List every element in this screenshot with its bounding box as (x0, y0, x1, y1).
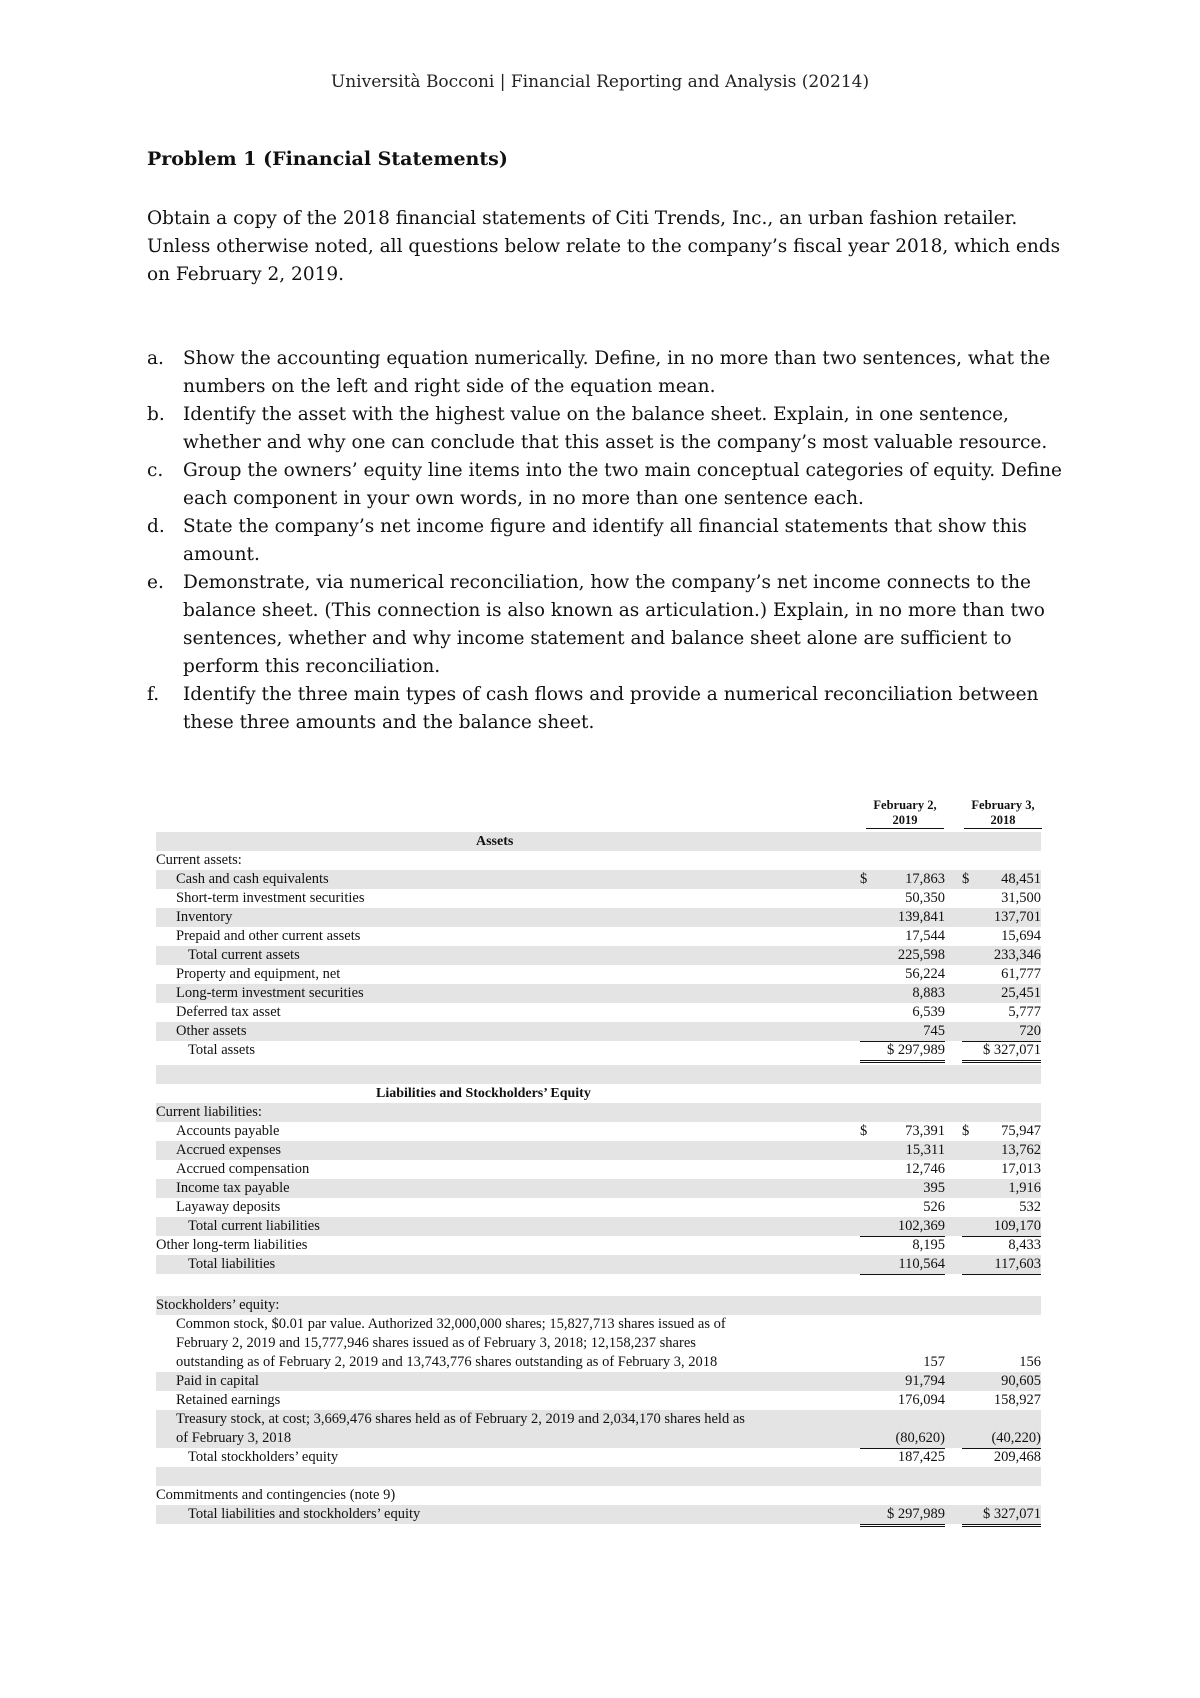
question-letter: c. (147, 460, 164, 481)
bs-label: Property and equipment, net (176, 966, 341, 982)
bs-column-header-row (156, 798, 1041, 832)
bs-row (156, 965, 1041, 984)
bs-value-2019: 139,841 (897, 909, 945, 925)
bs-value-2018 (962, 1122, 1041, 1141)
bs-spacer (156, 1065, 1041, 1084)
bs-row (156, 1160, 1041, 1179)
bs-value-2018: 15,694 (962, 927, 1041, 947)
bs-row (156, 1296, 1041, 1315)
bs-liab-heading-row (156, 1084, 1041, 1103)
bs-label: Other assets (176, 1023, 247, 1039)
bs-assets-heading: Assets (476, 834, 514, 849)
bs-value-2018: (40,220) (962, 1429, 1041, 1449)
bs-value-2019: 395 (923, 1180, 945, 1196)
bs-label: Accounts payable (176, 1123, 280, 1139)
bs-value-2019 (860, 870, 945, 889)
bs-col-header-2019 (860, 798, 950, 829)
bs-row (156, 870, 1041, 889)
bs-value-2019: 91,794 (905, 1373, 945, 1389)
question-item (147, 569, 1067, 681)
bs-value-2018: 209,468 (993, 1449, 1041, 1465)
bs-value-2018: $ 327,071 (962, 1041, 1041, 1063)
bs-row (156, 1041, 1041, 1060)
bs-row (156, 1141, 1041, 1160)
bs-value-2018: 90,605 (1001, 1373, 1041, 1389)
bs-label: Total current assets (188, 947, 300, 963)
bs-row (156, 1391, 1041, 1410)
bs-value-2018: 1,916 (1008, 1180, 1041, 1196)
bs-value-2018: 13,762 (1001, 1142, 1041, 1158)
bs-row (156, 1198, 1041, 1217)
bs-treasury-label (176, 1410, 836, 1448)
bs-row (156, 1255, 1041, 1274)
bs-row (156, 1103, 1041, 1122)
bs-value-2019 (860, 1122, 945, 1141)
intro-paragraph: Obtain a copy of the 2018 financial statements of Citi Trends, Inc., an urban fashion retailer. Unless otherwise noted, all questions below relate to the company’s fiscal year 2018, which ends on February 2, 2019. (147, 208, 1061, 285)
bs-value-2019: 110,564 (860, 1255, 945, 1275)
bs-spacer (156, 1274, 1041, 1296)
question-letter: b. (147, 404, 165, 425)
bs-value-2019: $ 297,989 (860, 1041, 945, 1063)
question-item (147, 681, 1067, 737)
bs-col2-text: February 3, 2018 (964, 798, 1042, 829)
question-text: Group the owners’ equity line items into the two main conceptual categories of equity. Define each component in your own words, in no more than one sentence each. (183, 460, 1062, 509)
bs-commitments-label: Commitments and contingencies (note 9) (156, 1487, 396, 1503)
bs-label-line: February 2, 2019 and 15,777,946 shares issued as of February 3, 2018; 12,158,237 shares (176, 1335, 696, 1351)
bs-row (156, 1003, 1041, 1022)
bs-label: Other long-term liabilities (156, 1237, 308, 1253)
question-letter: a. (147, 348, 164, 369)
bs-value-2019: 745 (860, 1022, 945, 1042)
question-item (147, 513, 1067, 569)
question-letter: e. (147, 572, 164, 593)
bs-value-2019: 56,224 (905, 966, 945, 982)
bs-row (156, 889, 1041, 908)
bs-equity-label: Stockholders’ equity: (156, 1297, 280, 1313)
page-header: Università Bocconi | Financial Reporting and Analysis (20214) (330, 72, 870, 92)
bs-amount: 48,451 (1001, 871, 1041, 887)
bs-label: Total current liabilities (188, 1218, 320, 1234)
bs-value-2018: 720 (962, 1022, 1041, 1042)
bs-common-stock-label (176, 1315, 836, 1372)
question-text: Show the accounting equation numerically. Define, in no more than two sentences, what the numbers on the left and right side of the equation mean. (183, 348, 1051, 397)
bs-row (156, 1122, 1041, 1141)
bs-value-2018: 532 (962, 1198, 1041, 1218)
bs-row (156, 908, 1041, 927)
bs-row (156, 984, 1041, 1003)
bs-value-2019: 15,311 (905, 1142, 945, 1158)
bs-value-2018: 17,013 (1001, 1161, 1041, 1177)
bs-spacer (156, 1467, 1041, 1486)
bs-col1-text: February 2, 2019 (866, 798, 944, 829)
bs-value-2018: 109,170 (962, 1217, 1041, 1237)
bs-label: Total stockholders’ equity (188, 1449, 339, 1465)
bs-value-2019: 50,350 (905, 890, 945, 906)
bs-value-2019: 12,746 (905, 1161, 945, 1177)
bs-value-2018: $ 327,071 (962, 1505, 1041, 1527)
bs-amount: 75,947 (1001, 1123, 1041, 1139)
bs-value-2018: 61,777 (1001, 966, 1041, 982)
bs-value-2018 (962, 870, 1041, 889)
bs-value-2018: 8,433 (962, 1236, 1041, 1256)
bs-label: Short-term investment securities (176, 890, 365, 906)
currency-sign: $ (962, 1123, 970, 1139)
bs-label-line: of February 3, 2018 (176, 1430, 292, 1446)
bs-value-2019: $ 297,989 (860, 1505, 945, 1527)
bs-label: Long-term investment securities (176, 985, 364, 1001)
bs-label: Retained earnings (176, 1392, 281, 1408)
bs-value-2018: 233,346 (993, 947, 1041, 963)
bs-row (156, 1448, 1041, 1467)
question-text: State the company’s net income figure and identify all financial statements that show this amount. (183, 516, 1027, 565)
bs-label-line: Treasury stock, at cost; 3,669,476 shares held as of February 2, 2019 and 2,034,170 shares held as (176, 1411, 745, 1427)
bs-row (156, 1372, 1041, 1391)
question-letter: d. (147, 516, 165, 537)
bs-amount: 73,391 (905, 1123, 945, 1139)
bs-label: Total liabilities (188, 1256, 276, 1272)
bs-row (156, 1505, 1041, 1524)
bs-value-2019: 8,883 (912, 985, 945, 1001)
bs-value-2019: 225,598 (897, 947, 945, 963)
question-item (147, 401, 1067, 457)
bs-label: Paid in capital (176, 1373, 259, 1389)
bs-label: Prepaid and other current assets (176, 928, 361, 944)
bs-col-header-2018 (962, 798, 1044, 829)
bs-value-2019: 102,369 (860, 1217, 945, 1237)
bs-value-2019: 17,544 (860, 927, 945, 947)
question-text: Demonstrate, via numerical reconciliation, how the company’s net income connects to the balance sheet. (This connection is also known as articulation.) Explain, in no more than two sentences, whether and why income statement and balance sheet alone are sufficient to perform this reconciliation. (183, 572, 1045, 677)
bs-value-2018: 5,777 (1008, 1004, 1041, 1020)
question-text: Identify the three main types of cash flows and provide a numerical reconciliation between these three amounts and the balance sheet. (183, 684, 1039, 733)
bs-assets-heading-row (156, 832, 1041, 851)
bs-label-line: Common stock, $0.01 par value. Authorized 32,000,000 shares; 15,827,713 shares issued as of (176, 1316, 726, 1332)
bs-value-2019: 176,094 (897, 1392, 945, 1408)
bs-value-2018: 25,451 (1001, 985, 1041, 1001)
bs-value-2018: 117,603 (962, 1255, 1041, 1275)
bs-current-assets-label: Current assets: (156, 852, 242, 868)
bs-row (156, 1217, 1041, 1236)
bs-value-2018: 158,927 (993, 1392, 1041, 1408)
question-list (147, 345, 1067, 737)
bs-label: Total assets (188, 1042, 256, 1058)
bs-current-liab-label: Current liabilities: (156, 1104, 262, 1120)
bs-label: Total liabilities and stockholders’ equity (188, 1506, 421, 1522)
bs-label-line: outstanding as of February 2, 2019 and 13,743,776 shares outstanding as of February 3, 2018 (176, 1354, 718, 1370)
bs-liab-heading: Liabilities and Stockholders’ Equity (376, 1086, 591, 1101)
bs-row (156, 927, 1041, 946)
bs-row (156, 1486, 1041, 1505)
bs-value-2019: 157 (923, 1354, 945, 1370)
currency-sign: $ (860, 1123, 868, 1139)
bs-row (156, 851, 1041, 870)
bs-value-2019: 187,425 (897, 1449, 945, 1465)
bs-label: Income tax payable (176, 1180, 290, 1196)
bs-value-2018: 31,500 (1001, 890, 1041, 906)
currency-sign: $ (962, 871, 970, 887)
bs-value-2019: 6,539 (912, 1004, 945, 1020)
balance-sheet (156, 798, 1041, 1524)
bs-label: Cash and cash equivalents (176, 871, 329, 887)
bs-row (156, 1179, 1041, 1198)
bs-amount: 17,863 (905, 871, 945, 887)
bs-label: Accrued expenses (176, 1142, 282, 1158)
bs-value-2019: 526 (860, 1198, 945, 1218)
bs-row (156, 1315, 1041, 1372)
bs-row (156, 1410, 1041, 1448)
bs-value-2019: (80,620) (860, 1429, 945, 1449)
bs-label: Inventory (176, 909, 233, 925)
bs-label: Accrued compensation (176, 1161, 310, 1177)
question-text: Identify the asset with the highest value on the balance sheet. Explain, in one sentence, whether and why one can conclude that this asset is the company’s most valuable resource. (183, 404, 1048, 453)
question-letter: f. (147, 684, 160, 705)
currency-sign: $ (860, 871, 868, 887)
bs-value-2018: 137,701 (993, 909, 1041, 925)
bs-row (156, 1236, 1041, 1255)
bs-value-2019: 8,195 (860, 1236, 945, 1256)
problem-title: Problem 1 (Financial Statements) (147, 148, 508, 170)
bs-row (156, 1022, 1041, 1041)
bs-row (156, 946, 1041, 965)
bs-label: Deferred tax asset (176, 1004, 281, 1020)
bs-value-2018: 156 (1019, 1354, 1041, 1370)
bs-label: Layaway deposits (176, 1199, 281, 1215)
question-item (147, 345, 1067, 401)
question-item (147, 457, 1067, 513)
